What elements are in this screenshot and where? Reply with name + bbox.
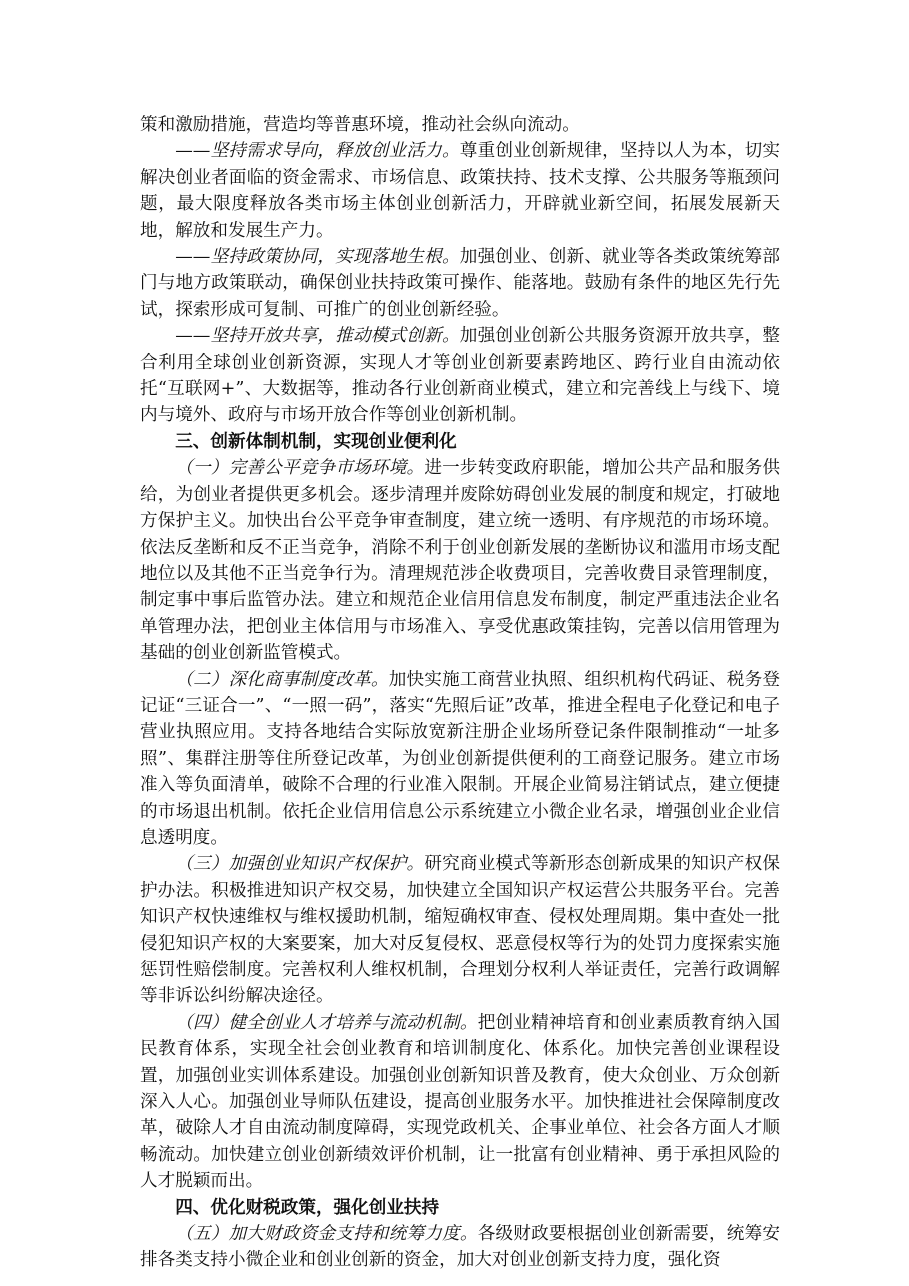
paragraph-text: 尊重创业创新规律，坚持以人为本，切实解决创业者面临的资金需求、市场信息、政策扶持、技术支撑、公共服务等瓶颈问题，最大限度释放各类市场主体创业创新活力，开辟就业新空间，拓展发展新天地，解放和发展生产力。: [140, 141, 780, 241]
document-page: [140, 112, 780, 1274]
item-lead: （一）完善公平竞争市场环境。: [175, 458, 425, 479]
principle-paragraph-policy-coordination: [140, 244, 780, 323]
item-lead: （三）加强创业知识产权保护。: [175, 854, 425, 875]
principle-lead: ——坚持政策协同，实现落地生根。: [175, 247, 460, 268]
paragraph-text: 策和激励措施，营造均等普惠环境，推动社会纵向流动。: [140, 115, 580, 135]
paragraph-text: 加强创业、创新、就业等各类政策统筹部门与地方政策联动，确保创业扶持政策可操作、能落地。鼓励有条件的地区先行先试，探索形成可复制、可推广的创业创新经验。: [140, 247, 780, 320]
paragraph-text: 把创业精神培育和创业素质教育纳入国民教育体系，实现全社会创业教育和培训制度化、体系化。加快完善创业课程设置，加强创业实训体系建设。加强创业创新知识普及教育，使大众创业、万众创新深入人心。加强创业导师队伍建设，提高创业服务水平。加快推进社会保障制度改革，破除人才自由流动制度障碍，实现党政机关、企事业单位、社会各方面人才顺畅流动。加快建立创业创新绩效评价机制，让一批富有创业精神、勇于承担风险的人才脱颖而出。: [140, 1012, 780, 1192]
paragraph-text: 进一步转变政府职能，增加公共产品和服务供给，为创业者提供更多机会。逐步清理并废除妨碍创业发展的制度和规定，打破地方保护主义。加快出台公平竞争审查制度，建立统一透明、有序规范的市场环境。依法反垄断和反不正当竞争，消除不利于创业创新发展的垄断协议和滥用市场支配地位以及其他不正当竞争行为。清理规范涉企收费项目，完善收费目录管理制度，制定事中事后监管办法。建立和规范企业信用信息发布制度，制定严重违法企业名单管理办法，把创业主体信用与市场准入、享受优惠政策挂钩，完善以信用管理为基础的创业创新监管模式。: [140, 458, 780, 664]
item-lead: （五）加大财政资金支持和统筹力度。: [175, 1224, 478, 1245]
paragraph-text: 研究商业模式等新形态创新成果的知识产权保护办法。积极推进知识产权交易，加快建立全国知识产权运营公共服务平台。完善知识产权快速维权与维权援助机制，缩短确权审查、侵权处理周期。集中查处一批侵犯知识产权的大案要案，加大对反复侵权、恶意侵权等行为的处罚力度探索实施惩罚性赔偿制度。完善权利人维权机制，合理划分权利人举证责任，完善行政调解等非诉讼纠纷解决途径。: [140, 854, 780, 1007]
item-paragraph-one: [140, 455, 780, 666]
item-lead: （四）健全创业人才培养与流动机制。: [175, 1012, 478, 1033]
item-paragraph-four: [140, 1010, 780, 1195]
principle-paragraph-open-sharing: [140, 323, 780, 429]
section-heading-three: 三、创新体制机制，实现创业便利化: [175, 431, 457, 452]
section-heading-four: 四、优化财税政策，强化创业扶持: [175, 1197, 440, 1218]
item-paragraph-three: [140, 851, 780, 1009]
principle-paragraph-demand-oriented: [140, 138, 780, 244]
principle-lead: ——坚持开放共享，推动模式创新。: [175, 326, 460, 347]
item-paragraph-five: [140, 1221, 780, 1274]
paragraph-text: 加快实施工商营业执照、组织机构代码证、税务登记证“三证合一”、“一照一码”，落实“先照后证”改革，推进全程电子化登记和电子营业执照应用。支持各地结合实际放宽新注册企业场所登记条件限制推动“一址多照”、集群注册等住所登记改革，为创业创新提供便利的工商登记服务。建立市场准入等负面清单，破除不合理的行业准入限制。开展企业简易注销试点，建立便捷的市场退出机制。依托企业信用信息公示系统建立小微企业名录，增强创业企业信息透明度。: [140, 669, 780, 848]
paragraph-text: 各级财政要根据创业创新需要，统筹安排各类支持小微企业和创业创新的资金，加大对创业创新支持力度，强化资: [140, 1224, 780, 1271]
paragraph-continuation: [140, 112, 780, 138]
paragraph-text: 加强创业创新公共服务资源开放共享，整合利用全球创业创新资源，实现人才等创业创新要素跨地区、跨行业自由流动依托“互联网+”、大数据等，推动各行业创新商业模式，建立和完善线上与线下、境内与境外、政府与市场开放合作等创业创新机制。: [140, 326, 780, 426]
item-lead: （二）深化商事制度改革。: [175, 669, 389, 690]
principle-lead: ——坚持需求导向，释放创业活力。: [175, 141, 460, 162]
item-paragraph-two: [140, 667, 780, 852]
